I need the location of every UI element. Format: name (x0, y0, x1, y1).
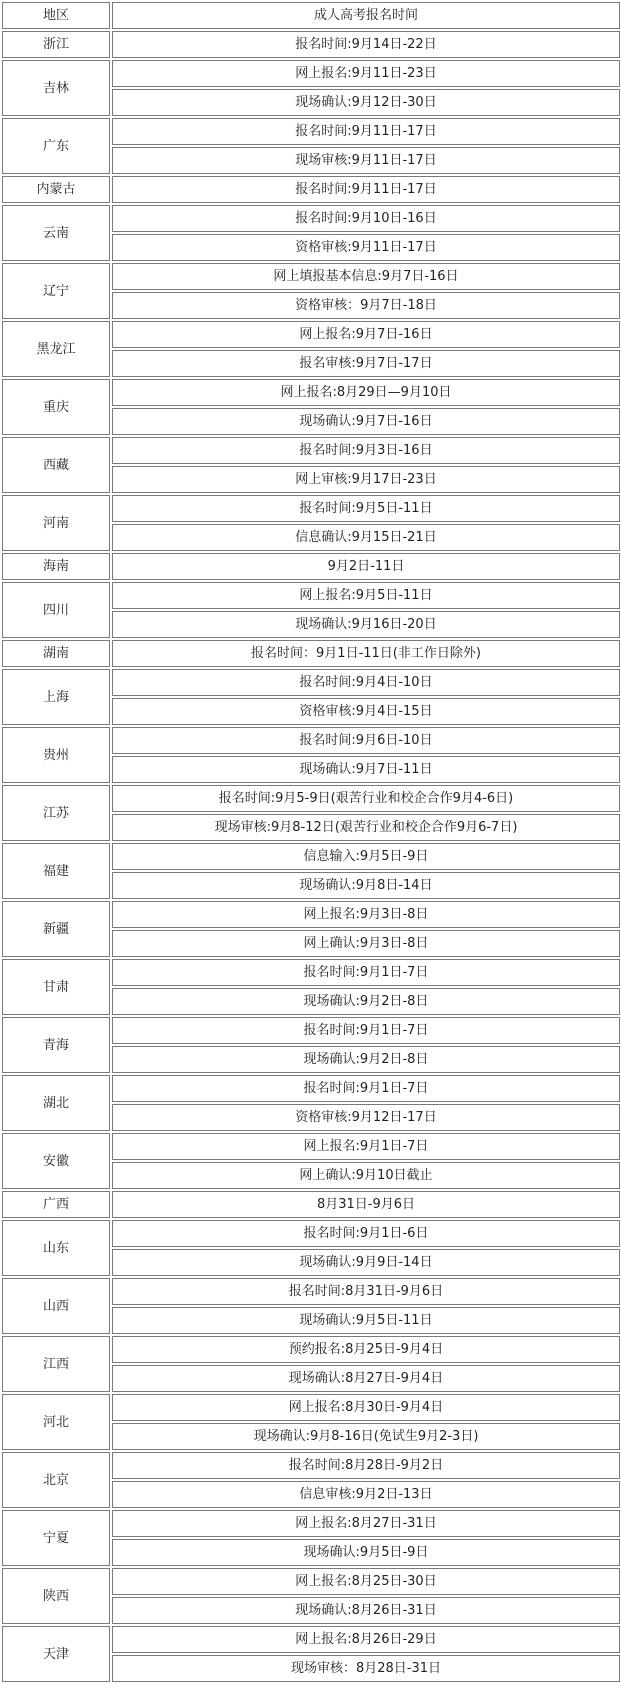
region-cell: 甘肃 (2, 959, 110, 1015)
region-cell: 广东 (2, 118, 110, 174)
registration-time-cell: 现场审核：8月28日-31日 (112, 1655, 620, 1682)
registration-time-cell: 现场审核:9月8-12日(艰苦行业和校企合作9月6-7日) (112, 814, 620, 841)
registration-time-cell: 现场确认:8月27日-9月4日 (112, 1365, 620, 1392)
region-cell: 黑龙江 (2, 321, 110, 377)
table-row (2, 1017, 620, 1044)
region-cell: 江西 (2, 1336, 110, 1392)
registration-time-cell: 网上报名:8月26日-29日 (112, 1626, 620, 1653)
table-row (2, 582, 620, 609)
registration-time-cell: 报名时间:9月5日-11日 (112, 495, 620, 522)
registration-time-cell: 报名时间:9月11日-17日 (112, 118, 620, 145)
registration-time-cell: 报名时间:9月11日-17日 (112, 176, 620, 203)
registration-time-cell: 网上报名:9月7日-16日 (112, 321, 620, 348)
table-row (2, 176, 620, 203)
registration-time-cell: 现场确认:9月16日-20日 (112, 611, 620, 638)
header-registration-time: 成人高考报名时间 (112, 2, 620, 29)
table-row (2, 1394, 620, 1421)
header-row (2, 2, 620, 29)
registration-time-cell: 8月31日-9月6日 (112, 1191, 620, 1218)
region-cell: 天津 (2, 1626, 110, 1682)
region-cell: 湖南 (2, 640, 110, 667)
registration-time-cell: 网上报名:8月27日-31日 (112, 1510, 620, 1537)
table-row (2, 1626, 620, 1653)
table-row (2, 1133, 620, 1160)
registration-time-cell: 现场确认:9月5日-11日 (112, 1307, 620, 1334)
registration-time-cell: 现场确认:9月5日-9日 (112, 1539, 620, 1566)
registration-time-cell: 报名时间:9月1日-6日 (112, 1220, 620, 1247)
region-cell: 宁夏 (2, 1510, 110, 1566)
table-row (2, 263, 620, 290)
registration-time-cell: 现场确认:9月12日-30日 (112, 89, 620, 116)
schedule-table-body (2, 2, 620, 1682)
registration-time-cell: 报名时间:9月6日-10日 (112, 727, 620, 754)
registration-time-cell: 资格审核：9月7日-18日 (112, 292, 620, 319)
registration-time-cell: 网上报名:8月30日-9月4日 (112, 1394, 620, 1421)
table-row (2, 669, 620, 696)
registration-time-cell: 现场审核:9月11日-17日 (112, 147, 620, 174)
registration-time-cell: 报名时间:9月14日-22日 (112, 31, 620, 58)
table-row (2, 1278, 620, 1305)
registration-time-cell: 报名时间:9月5-9日(艰苦行业和校企合作9月4-6日) (112, 785, 620, 812)
region-cell: 福建 (2, 843, 110, 899)
registration-time-cell: 报名时间:9月4日-10日 (112, 669, 620, 696)
registration-time-cell: 信息确认:9月15日-21日 (112, 524, 620, 551)
region-cell: 重庆 (2, 379, 110, 435)
region-cell: 山西 (2, 1278, 110, 1334)
registration-time-cell: 9月2日-11日 (112, 553, 620, 580)
table-row (2, 1191, 620, 1218)
region-cell: 新疆 (2, 901, 110, 957)
table-row (2, 118, 620, 145)
registration-time-cell: 信息审核:9月2日-13日 (112, 1481, 620, 1508)
table-row (2, 60, 620, 87)
table-row (2, 1568, 620, 1595)
registration-time-cell: 网上确认:9月10日截止 (112, 1162, 620, 1189)
region-cell: 湖北 (2, 1075, 110, 1131)
registration-time-cell: 网上确认:9月3日-8日 (112, 930, 620, 957)
registration-time-cell: 报名时间:9月3日-16日 (112, 437, 620, 464)
table-row (2, 727, 620, 754)
registration-time-cell: 现场确认:9月9日-14日 (112, 1249, 620, 1276)
table-row (2, 1452, 620, 1479)
region-cell: 辽宁 (2, 263, 110, 319)
region-cell: 内蒙古 (2, 176, 110, 203)
registration-time-cell: 网上报名:9月3日-8日 (112, 901, 620, 928)
table-row (2, 843, 620, 870)
registration-time-cell: 报名审核:9月7日-17日 (112, 350, 620, 377)
region-cell: 北京 (2, 1452, 110, 1508)
registration-time-cell: 现场确认:9月7日-11日 (112, 756, 620, 783)
region-cell: 上海 (2, 669, 110, 725)
region-cell: 安徽 (2, 1133, 110, 1189)
registration-time-cell: 资格审核:9月11日-17日 (112, 234, 620, 261)
registration-time-cell: 预约报名:8月25日-9月4日 (112, 1336, 620, 1363)
region-cell: 西藏 (2, 437, 110, 493)
registration-time-cell: 网上报名:9月11日-23日 (112, 60, 620, 87)
region-cell: 四川 (2, 582, 110, 638)
registration-time-cell: 现场确认:9月7日-16日 (112, 408, 620, 435)
registration-time-cell: 报名时间:9月1日-7日 (112, 959, 620, 986)
table-row (2, 901, 620, 928)
registration-time-cell: 网上报名:8月29日—9月10日 (112, 379, 620, 406)
table-row (2, 1336, 620, 1363)
registration-time-cell: 网上报名:9月1日-7日 (112, 1133, 620, 1160)
registration-time-cell: 网上填报基本信息:9月7日-16日 (112, 263, 620, 290)
table-row (2, 959, 620, 986)
registration-time-cell: 报名时间:8月31日-9月6日 (112, 1278, 620, 1305)
region-cell: 云南 (2, 205, 110, 261)
region-cell: 山东 (2, 1220, 110, 1276)
table-row (2, 437, 620, 464)
registration-time-cell: 报名时间:9月10日-16日 (112, 205, 620, 232)
region-cell: 贵州 (2, 727, 110, 783)
registration-time-cell: 网上审核:9月17日-23日 (112, 466, 620, 493)
region-cell: 河北 (2, 1394, 110, 1450)
registration-time-cell: 现场确认:9月8日-14日 (112, 872, 620, 899)
region-cell: 河南 (2, 495, 110, 551)
header-region: 地区 (2, 2, 110, 29)
table-row (2, 1220, 620, 1247)
registration-time-cell: 报名时间：9月1日-11日(非工作日除外) (112, 640, 620, 667)
registration-time-cell: 现场确认:9月2日-8日 (112, 1046, 620, 1073)
table-row (2, 640, 620, 667)
registration-time-cell: 报名时间:9月1日-7日 (112, 1075, 620, 1102)
region-cell: 吉林 (2, 60, 110, 116)
registration-time-cell: 资格审核:9月4日-15日 (112, 698, 620, 725)
registration-time-cell: 报名时间:9月1日-7日 (112, 1017, 620, 1044)
table-row (2, 553, 620, 580)
registration-time-cell: 信息输入:9月5日-9日 (112, 843, 620, 870)
registration-time-cell: 网上报名:9月5日-11日 (112, 582, 620, 609)
table-row (2, 1510, 620, 1537)
table-row (2, 785, 620, 812)
registration-time-cell: 现场确认:8月26日-31日 (112, 1597, 620, 1624)
table-row (2, 495, 620, 522)
table-row (2, 1075, 620, 1102)
registration-time-cell: 报名时间:8月28日-9月2日 (112, 1452, 620, 1479)
region-cell: 浙江 (2, 31, 110, 58)
region-cell: 青海 (2, 1017, 110, 1073)
region-cell: 陕西 (2, 1568, 110, 1624)
registration-time-cell: 网上报名:8月25日-30日 (112, 1568, 620, 1595)
region-cell: 江苏 (2, 785, 110, 841)
region-cell: 广西 (2, 1191, 110, 1218)
region-cell: 海南 (2, 553, 110, 580)
table-row (2, 205, 620, 232)
table-row (2, 379, 620, 406)
registration-time-cell: 资格审核:9月12日-17日 (112, 1104, 620, 1131)
table-row (2, 321, 620, 348)
table-row (2, 31, 620, 58)
registration-time-cell: 现场确认:9月2日-8日 (112, 988, 620, 1015)
registration-time-cell: 现场确认:9月8-16日(免试生9月2-3日) (112, 1423, 620, 1450)
